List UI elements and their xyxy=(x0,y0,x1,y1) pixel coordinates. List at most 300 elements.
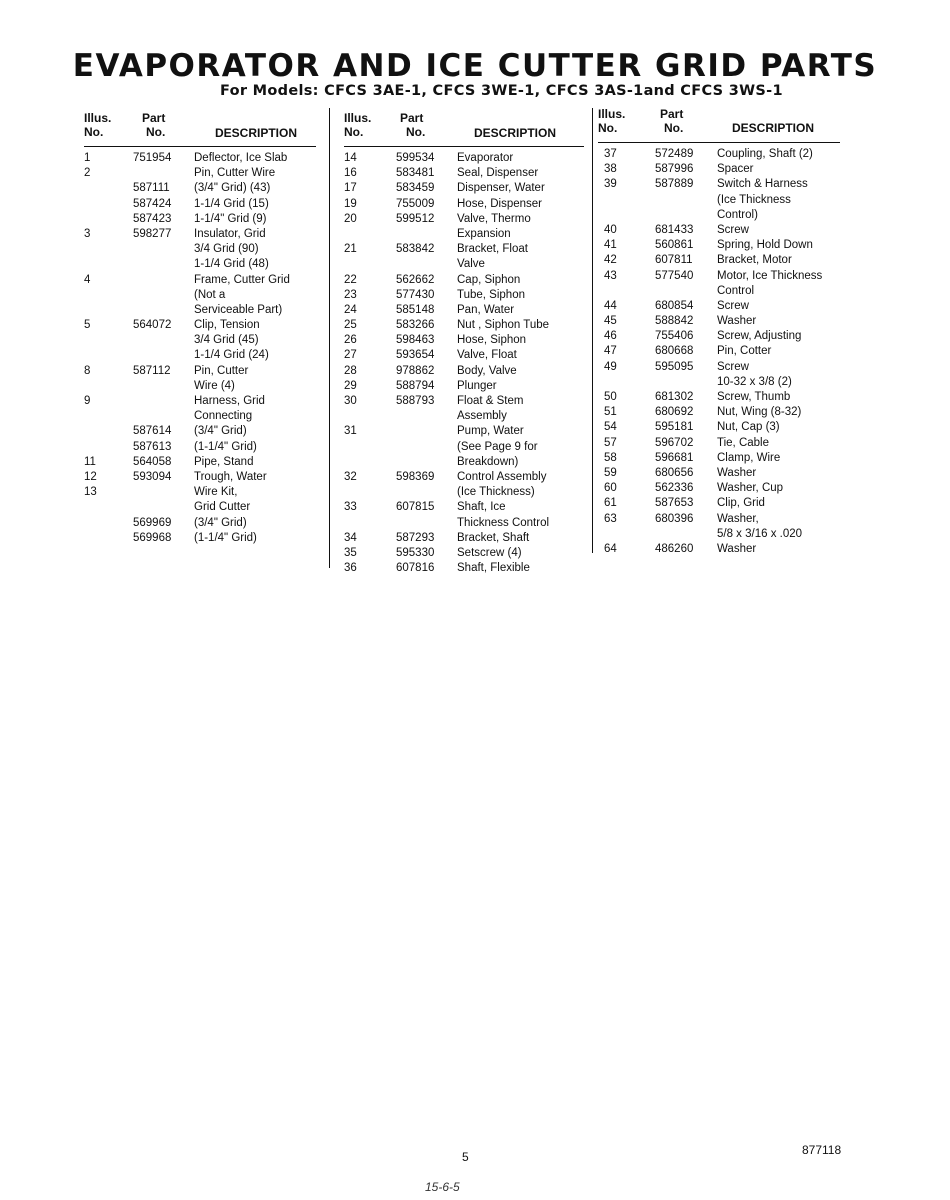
part-row xyxy=(344,485,584,500)
illus-number: 12 xyxy=(84,470,97,483)
page-number: 5 xyxy=(462,1150,469,1164)
part-number: 599534 xyxy=(396,152,435,164)
part-description: (3/4" Grid) xyxy=(194,425,247,438)
part-description: Trough, Water xyxy=(194,470,267,483)
part-description: Screw xyxy=(717,223,749,236)
part-row xyxy=(598,208,840,223)
part-row xyxy=(344,348,584,363)
part-number: 583266 xyxy=(396,319,435,332)
illus-number: 14 xyxy=(344,152,357,164)
part-description: 10-32 x 3/8 (2) xyxy=(717,375,792,388)
part-description: Nut, Cap (3) xyxy=(717,421,780,434)
part-row xyxy=(84,257,316,272)
illus-number: 64 xyxy=(604,542,617,555)
part-row xyxy=(84,273,316,288)
part-description: Control xyxy=(717,284,755,297)
illus-number: 33 xyxy=(344,501,357,514)
part-description: 3/4 Grid (45) xyxy=(194,334,259,347)
part-description: Setscrew (4) xyxy=(457,546,522,559)
part-no-header-label: No. xyxy=(406,125,426,139)
illus-no-header-label: No. xyxy=(84,125,104,139)
part-number: 486260 xyxy=(655,542,694,555)
part-description: Washer, xyxy=(717,512,759,525)
part-description: Hose, Siphon xyxy=(457,334,527,347)
part-row xyxy=(344,273,584,288)
part-number: 562662 xyxy=(396,273,435,286)
illus-number: 9 xyxy=(84,395,91,407)
part-description: Spacer xyxy=(717,163,754,176)
part-number: 564072 xyxy=(133,319,172,332)
part-number: 587614 xyxy=(133,425,172,438)
illus-number: 31 xyxy=(344,425,357,438)
part-row xyxy=(344,257,584,272)
illus-no-header-label: No. xyxy=(598,121,618,135)
part-number: 564058 xyxy=(133,455,172,468)
illus-number: 20 xyxy=(344,212,357,225)
part-row xyxy=(598,512,840,527)
illus-number: 61 xyxy=(604,497,617,510)
part-description: (1-1/4" Grid) xyxy=(194,531,257,544)
part-description: (3/4" Grid) xyxy=(194,516,247,529)
illus-number: 54 xyxy=(604,421,617,434)
part-description: (Ice Thickness xyxy=(717,193,791,206)
part-number: 755009 xyxy=(396,197,435,210)
part-row xyxy=(84,166,316,181)
part-description: Screw, Thumb xyxy=(717,391,791,403)
part-row xyxy=(84,364,316,379)
part-number: 595095 xyxy=(655,360,694,373)
part-description: Pin, Cutter Wire xyxy=(194,167,276,180)
part-row xyxy=(344,303,584,318)
part-row xyxy=(84,288,316,303)
part-row xyxy=(84,379,316,394)
part-row xyxy=(344,212,584,227)
illus-number: 34 xyxy=(344,531,357,544)
part-description: Coupling, Shaft (2) xyxy=(717,148,813,160)
parts-column-1 xyxy=(84,108,316,546)
part-description: (See Page 9 for xyxy=(457,440,538,453)
page-title: EVAPORATOR AND ICE CUTTER GRID PARTS xyxy=(72,48,878,84)
illus-number: 49 xyxy=(604,360,617,373)
part-row xyxy=(344,470,584,485)
part-description: Cap, Siphon xyxy=(457,273,521,286)
part-no-header-label: No. xyxy=(664,121,684,135)
part-number: 588794 xyxy=(396,379,435,392)
part-row xyxy=(344,242,584,257)
part-description: 3/4 Grid (90) xyxy=(194,243,259,256)
part-description: 1-1/4 Grid (24) xyxy=(194,349,269,362)
part-number: 587653 xyxy=(655,497,694,510)
part-row xyxy=(84,440,316,455)
illus-number: 13 xyxy=(84,486,97,499)
part-number: 598369 xyxy=(396,470,435,483)
illus-number: 50 xyxy=(604,391,617,403)
illus-number: 27 xyxy=(344,349,357,362)
illus-number: 38 xyxy=(604,163,617,176)
illus-number: 51 xyxy=(604,406,617,419)
part-row xyxy=(598,193,840,208)
part-description: Expansion xyxy=(457,227,511,240)
part-description: Shaft, Flexible xyxy=(457,562,530,575)
document-number: 877118 xyxy=(802,1143,842,1157)
illus-number: 2 xyxy=(84,167,91,180)
part-row xyxy=(598,284,840,299)
part-number: 755406 xyxy=(655,330,694,343)
part-number: 588793 xyxy=(396,395,435,407)
part-row xyxy=(598,269,840,284)
illus-number: 29 xyxy=(344,379,357,392)
parts-column-2 xyxy=(344,108,584,576)
part-description: Washer, Cup xyxy=(717,482,784,495)
part-description: Pump, Water xyxy=(457,425,524,438)
part-description: Plunger xyxy=(457,379,497,392)
part-row xyxy=(344,318,584,333)
part-row xyxy=(344,440,584,455)
part-row xyxy=(84,348,316,363)
part-number: 607811 xyxy=(655,254,693,267)
part-row xyxy=(84,333,316,348)
part-description: Tube, Siphon xyxy=(457,288,525,301)
part-description: Pipe, Stand xyxy=(194,455,254,468)
part-description: Pin, Cotter xyxy=(717,345,772,358)
part-row xyxy=(598,360,840,375)
part-row xyxy=(344,227,584,242)
part-number: 583459 xyxy=(396,182,435,195)
part-number: 596681 xyxy=(655,451,694,464)
part-description: Connecting xyxy=(194,410,253,423)
column-divider-2 xyxy=(592,108,593,553)
part-description: 1-1/4 Grid (15) xyxy=(194,197,269,210)
illus-number: 11 xyxy=(84,455,96,468)
part-description: 1-1/4 Grid (48) xyxy=(194,258,269,271)
part-number: 680668 xyxy=(655,345,694,358)
part-row xyxy=(598,542,840,557)
part-number: 587293 xyxy=(396,531,435,544)
part-number: 585148 xyxy=(396,303,435,316)
illus-number: 3 xyxy=(84,227,91,240)
part-description: Pin, Cutter xyxy=(194,364,249,377)
illus-number: 45 xyxy=(604,315,617,328)
illus-number: 23 xyxy=(344,288,357,301)
part-number: 569968 xyxy=(133,531,172,544)
part-number: 599512 xyxy=(396,212,435,225)
illus-number: 60 xyxy=(604,482,617,495)
part-row xyxy=(598,420,840,435)
part-number: 595330 xyxy=(396,546,435,559)
part-row xyxy=(598,496,840,511)
part-number: 587423 xyxy=(133,212,172,225)
illus-number: 22 xyxy=(344,273,357,286)
part-row xyxy=(344,500,584,515)
part-number: 577430 xyxy=(396,288,435,301)
part-header-label: Part xyxy=(400,111,424,125)
illus-number: 47 xyxy=(604,345,617,358)
part-number: 569969 xyxy=(133,516,172,529)
illus-number: 30 xyxy=(344,395,357,407)
part-row xyxy=(84,242,316,257)
part-row xyxy=(84,227,316,242)
part-row xyxy=(344,166,584,181)
parts-list xyxy=(598,143,840,557)
part-description: Bracket, Motor xyxy=(717,254,792,267)
illus-number: 5 xyxy=(84,319,91,332)
part-description: Evaporator xyxy=(457,152,514,164)
part-row xyxy=(598,481,840,496)
part-description: Shaft, Ice xyxy=(457,501,506,514)
illus-number: 16 xyxy=(344,167,357,180)
part-row xyxy=(598,527,840,542)
part-row xyxy=(344,288,584,303)
illus-number: 32 xyxy=(344,470,357,483)
parts-list xyxy=(344,147,584,576)
part-row xyxy=(84,424,316,439)
part-number: 587111 xyxy=(133,182,170,195)
column-header xyxy=(598,104,840,143)
illus-number: 36 xyxy=(344,562,357,575)
part-description: Screw xyxy=(717,299,749,312)
illus-number: 24 xyxy=(344,303,357,316)
part-description: Nut, Wing (8-32) xyxy=(717,406,802,419)
illus-number: 17 xyxy=(344,182,357,195)
part-number: 577540 xyxy=(655,269,694,282)
part-row xyxy=(344,333,584,348)
part-row xyxy=(84,181,316,196)
part-description: Tie, Cable xyxy=(717,436,769,449)
illus-header-label: Illus. xyxy=(84,111,112,125)
illus-number: 8 xyxy=(84,364,91,377)
part-no-header-label: No. xyxy=(146,125,166,139)
illus-number: 42 xyxy=(604,254,617,267)
part-number: 607816 xyxy=(396,562,435,575)
description-header-label: DESCRIPTION xyxy=(474,126,557,140)
part-row xyxy=(598,375,840,390)
part-row xyxy=(344,424,584,439)
part-number: 596702 xyxy=(655,436,694,449)
part-description: Nut , Siphon Tube xyxy=(457,319,550,332)
part-description: Spring, Hold Down xyxy=(717,239,813,252)
part-number: 587112 xyxy=(133,364,171,377)
part-row xyxy=(598,162,840,177)
illus-number: 44 xyxy=(604,299,617,312)
part-row xyxy=(598,177,840,192)
part-row xyxy=(84,500,316,515)
part-number: 562336 xyxy=(655,482,694,495)
part-description: Valve, Float xyxy=(457,349,517,362)
part-description: Washer xyxy=(717,315,757,328)
part-description: Body, Valve xyxy=(457,364,517,377)
part-number: 680396 xyxy=(655,512,694,525)
models-subtitle: For Models: CFCS 3AE-1, CFCS 3WE-1, CFCS 3AS-1and CFCS 3WS-1 xyxy=(220,83,783,99)
part-number: 680656 xyxy=(655,466,694,479)
part-row xyxy=(344,181,584,196)
part-description: Motor, Ice Thickness xyxy=(717,269,823,282)
part-number: 607815 xyxy=(396,501,435,514)
part-description: (Not a xyxy=(194,288,226,301)
part-number: 587613 xyxy=(133,440,172,453)
part-description: Grid Cutter xyxy=(194,501,251,514)
part-row xyxy=(344,561,584,576)
part-row xyxy=(84,197,316,212)
part-row xyxy=(84,303,316,318)
handwritten-mark: 15-6-5 xyxy=(425,1180,460,1194)
part-row xyxy=(598,299,840,314)
part-row xyxy=(598,238,840,253)
part-number: 583481 xyxy=(396,167,435,180)
illus-number: 1 xyxy=(84,152,91,164)
illus-number: 57 xyxy=(604,436,617,449)
part-description: Bracket, Shaft xyxy=(457,531,530,544)
part-row xyxy=(344,531,584,546)
part-row xyxy=(344,197,584,212)
part-description: Valve xyxy=(457,258,485,271)
part-row xyxy=(344,394,584,409)
part-number: 587889 xyxy=(655,178,694,191)
part-row xyxy=(84,531,316,546)
part-number: 598463 xyxy=(396,334,435,347)
part-description: Thickness Control xyxy=(457,516,550,529)
part-description: Screw, Adjusting xyxy=(717,330,802,343)
part-row xyxy=(84,470,316,485)
part-number: 978862 xyxy=(396,364,435,377)
part-description: Switch & Harness xyxy=(717,178,808,191)
part-number: 681302 xyxy=(655,391,694,403)
part-header-label: Part xyxy=(142,111,166,125)
illus-number: 46 xyxy=(604,330,617,343)
illus-number: 59 xyxy=(604,466,617,479)
part-description: Clip, Grid xyxy=(717,497,765,510)
part-number: 593654 xyxy=(396,349,435,362)
illus-number: 37 xyxy=(604,148,617,160)
part-row xyxy=(344,546,584,561)
part-row xyxy=(344,151,584,166)
column-divider-1 xyxy=(329,108,330,568)
illus-number: 28 xyxy=(344,364,357,377)
part-description: Bracket, Float xyxy=(457,243,528,256)
part-number: 595181 xyxy=(655,421,694,434)
part-description: (3/4" Grid) (43) xyxy=(194,182,271,195)
part-row xyxy=(344,379,584,394)
illus-number: 40 xyxy=(604,223,617,236)
part-row xyxy=(84,151,316,166)
part-description: Wire Kit, xyxy=(194,486,238,499)
part-row xyxy=(598,436,840,451)
part-description: Serviceable Part) xyxy=(194,303,283,316)
part-row xyxy=(598,390,840,405)
part-description: Frame, Cutter Grid xyxy=(194,273,290,286)
part-description: Assembly xyxy=(457,410,507,423)
illus-number: 25 xyxy=(344,319,357,332)
part-number: 588842 xyxy=(655,315,694,328)
part-description: 1-1/4" Grid (9) xyxy=(194,212,267,225)
part-number: 598277 xyxy=(133,227,172,240)
part-number: 583842 xyxy=(396,243,435,256)
illus-number: 35 xyxy=(344,546,357,559)
part-description: Seal, Dispenser xyxy=(457,167,539,180)
part-description: Washer xyxy=(717,542,757,555)
part-description: 5/8 x 3/16 x .020 xyxy=(717,527,803,540)
illus-number: 58 xyxy=(604,451,617,464)
part-description: Screw xyxy=(717,360,749,373)
part-row xyxy=(84,455,316,470)
part-row xyxy=(598,466,840,481)
part-row xyxy=(598,223,840,238)
part-number: 680854 xyxy=(655,299,694,312)
part-row xyxy=(598,253,840,268)
part-number: 587996 xyxy=(655,163,694,176)
illus-number: 19 xyxy=(344,197,357,210)
illus-number: 43 xyxy=(604,269,617,282)
illus-number: 63 xyxy=(604,512,617,525)
part-row xyxy=(598,451,840,466)
part-row xyxy=(84,212,316,227)
part-number: 680692 xyxy=(655,406,694,419)
part-description: Washer xyxy=(717,466,757,479)
column-header xyxy=(344,108,584,147)
illus-header-label: Illus. xyxy=(344,111,372,125)
part-number: 751954 xyxy=(133,152,172,164)
part-description: Breakdown) xyxy=(457,455,519,468)
part-row xyxy=(84,409,316,424)
part-description: Clip, Tension xyxy=(194,319,260,332)
illus-number: 41 xyxy=(604,239,617,252)
illus-number: 39 xyxy=(604,178,617,191)
part-description: Pan, Water xyxy=(457,303,515,316)
part-row xyxy=(344,455,584,470)
part-description: Control Assembly xyxy=(457,470,547,483)
part-description: (Ice Thickness) xyxy=(457,486,535,499)
part-row xyxy=(598,405,840,420)
part-row xyxy=(598,314,840,329)
description-header-label: DESCRIPTION xyxy=(215,126,298,140)
part-number: 681433 xyxy=(655,223,694,236)
illus-no-header-label: No. xyxy=(344,125,364,139)
illus-number: 4 xyxy=(84,273,91,286)
column-header xyxy=(84,108,316,147)
part-number: 587424 xyxy=(133,197,172,210)
part-number: 593094 xyxy=(133,470,172,483)
part-description: Wire (4) xyxy=(194,379,235,392)
part-row xyxy=(598,147,840,162)
part-number: 572489 xyxy=(655,148,694,160)
part-description: (1-1/4" Grid) xyxy=(194,440,257,453)
part-row xyxy=(344,516,584,531)
part-row xyxy=(84,318,316,333)
part-row xyxy=(84,485,316,500)
part-number: 560861 xyxy=(655,239,694,252)
illus-number: 26 xyxy=(344,334,357,347)
illus-header-label: Illus. xyxy=(598,107,626,121)
part-row xyxy=(344,364,584,379)
part-description: Float & Stem xyxy=(457,395,524,407)
part-row xyxy=(598,329,840,344)
illus-number: 21 xyxy=(344,243,357,256)
part-header-label: Part xyxy=(660,107,684,121)
part-description: Control) xyxy=(717,208,758,221)
description-header-label: DESCRIPTION xyxy=(732,121,815,135)
part-description: Valve, Thermo xyxy=(457,212,531,225)
part-description: Hose, Dispenser xyxy=(457,197,543,210)
part-description: Harness, Grid xyxy=(194,395,265,407)
parts-list xyxy=(84,147,316,546)
parts-column-3 xyxy=(598,104,840,557)
part-row xyxy=(344,409,584,424)
part-description: Deflector, Ice Slab xyxy=(194,152,288,164)
part-description: Dispenser, Water xyxy=(457,182,545,195)
part-description: Clamp, Wire xyxy=(717,451,781,464)
part-row xyxy=(598,344,840,359)
part-description: Insulator, Grid xyxy=(194,227,266,240)
part-row xyxy=(84,394,316,409)
